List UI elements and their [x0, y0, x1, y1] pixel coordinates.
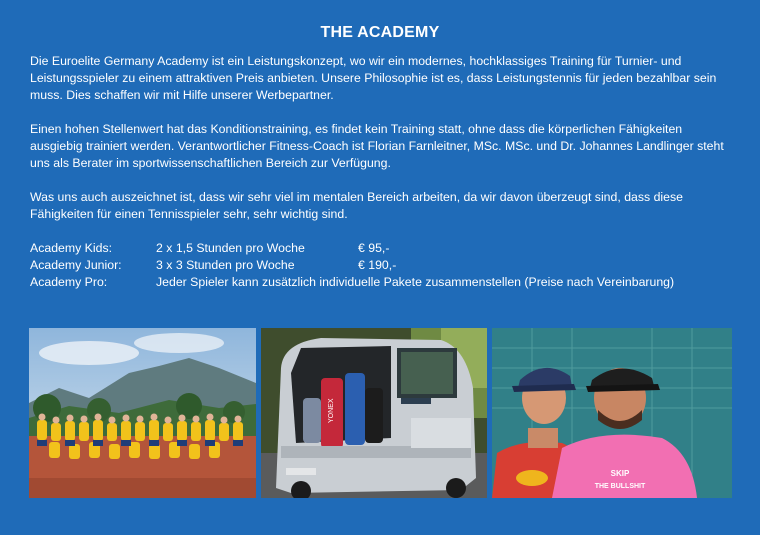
price-row-kids: [30, 240, 735, 257]
mental-paragraph: Was uns auch auszeichnet ist, dass wir sehr viel im mentalen Bereich arbeiten, da wir davon überzeugt sind, dass diese Fähigkeiten für einen Tennisspieler sehr, sehr wichtig sind.: [30, 190, 683, 221]
price-row-pro: [30, 274, 735, 291]
price-name: Academy Kids:: [30, 241, 113, 255]
price-row-junior: [30, 257, 735, 274]
coaches-photo: [492, 328, 732, 498]
price-desc: 2 x 1,5 Stunden pro Woche: [156, 241, 305, 255]
shirt-text-line2: THE BULLSHIT: [594, 483, 646, 490]
academy-description: [30, 53, 735, 291]
price-desc: 3 x 3 Stunden pro Woche: [156, 258, 295, 272]
shirt-text-line1: SKIP: [610, 469, 630, 478]
team-photo: [29, 328, 256, 498]
intro-paragraph: Die Euroelite Germany Academy ist ein Leistungskonzept, wo wir ein modernes, hochklassiges Training für Turnier- und Leistungsspieler zu einem attraktiven Preis anbieten. Unsere Philosophie ist es, dass Leistungstennis für jeden bezahlbar sein muss. Dies schaffen wir mit Hilfe unserer Werbepartner.: [30, 54, 717, 102]
photo-strip: [29, 328, 732, 498]
price-name: Academy Junior:: [30, 258, 122, 272]
price-list: [30, 240, 735, 291]
van-photo: [261, 328, 487, 498]
yonex-logo: YONEX: [328, 398, 335, 423]
price-value: € 95,-: [358, 241, 390, 255]
price-desc: Jeder Spieler kann zusätzlich individuelle Pakete zusammenstellen (Preise nach Vereinbarung): [156, 275, 675, 289]
fitness-paragraph: Einen hohen Stellenwert hat das Konditionstraining, es findet kein Training statt, ohne dass die körperlichen Fähigkeiten ausgiebig trainiert werden. Verantwortlicher Fitness-Coach ist Florian Farnleitner, MSc. MSc. und Dr. Johannes Landlinger steht uns als Berater im sportwissenschaftlichen Bereich zur Verfügung.: [30, 122, 724, 170]
price-name: Academy Pro:: [30, 275, 108, 289]
page-title: THE ACADEMY: [320, 24, 440, 41]
price-value: € 190,-: [358, 258, 397, 272]
